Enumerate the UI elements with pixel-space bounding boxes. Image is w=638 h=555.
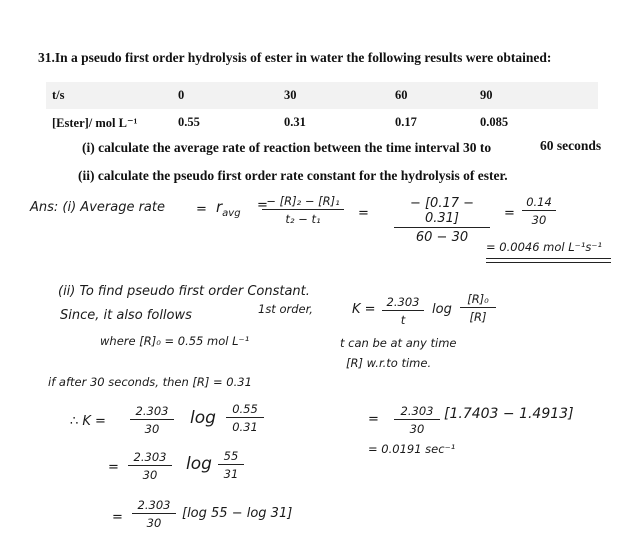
step3-log-difference: [log 55 − log 31] bbox=[182, 506, 293, 521]
fraction-denominator: 30 bbox=[409, 422, 425, 436]
step2-log: log bbox=[186, 454, 212, 474]
question-part-i: (i) calculate the average rate of reaction between the time interval 30 to bbox=[82, 140, 492, 155]
step2-ratio bbox=[218, 449, 244, 481]
cell-ester-3: 0.085 bbox=[480, 109, 598, 136]
rate-constant-result: = 0.0191 sec⁻¹ bbox=[368, 442, 456, 456]
average-rate-result: = 0.0046 mol L⁻¹s⁻¹ bbox=[486, 240, 603, 254]
fraction-numerator: 2.303 bbox=[128, 450, 172, 466]
fraction-denominator: 30 bbox=[142, 468, 158, 482]
table-row bbox=[46, 82, 598, 109]
log-values-bracket: [1.7403 − 1.4913] bbox=[444, 406, 574, 422]
cell-ester-0: 0.55 bbox=[172, 109, 278, 136]
fraction-denominator: 30 bbox=[531, 213, 547, 227]
fraction-numerator: 55 bbox=[218, 449, 244, 465]
rate-formula-fraction bbox=[262, 194, 344, 226]
fraction-numerator: 2.303 bbox=[130, 404, 174, 420]
cell-time-1: 30 bbox=[278, 82, 389, 109]
equals: = bbox=[112, 510, 123, 525]
concentration-note: [R] w.r.to time. bbox=[346, 356, 432, 370]
fraction-numerator: 2.303 bbox=[382, 295, 424, 311]
fraction-denominator: [R] bbox=[469, 310, 487, 324]
cell-time-3: 90 bbox=[480, 82, 598, 109]
fraction-numerator: 2.303 bbox=[394, 404, 440, 420]
fraction-denominator: t₂ − t₁ bbox=[285, 212, 321, 226]
cell-time-0: 0 bbox=[172, 82, 278, 109]
fraction-numerator: − [0.17 − 0.31] bbox=[394, 196, 490, 228]
concentration-ratio bbox=[460, 292, 496, 324]
fraction-denominator: 30 bbox=[146, 516, 162, 530]
fraction-denominator: t bbox=[400, 313, 406, 327]
answer-label: Ans: (i) Average rate bbox=[30, 200, 165, 215]
fraction-denominator: 0.31 bbox=[232, 420, 258, 434]
fraction-denominator: 31 bbox=[223, 467, 239, 481]
table-row bbox=[46, 109, 598, 136]
step1-ratio bbox=[226, 402, 264, 434]
fraction-numerator: 0.14 bbox=[522, 195, 556, 211]
time-note: t can be at any time bbox=[340, 336, 457, 350]
data-table bbox=[46, 82, 598, 136]
equals: = bbox=[368, 412, 379, 427]
fraction-numerator: [R]₀ bbox=[460, 292, 496, 308]
rate-constant-coefficient bbox=[382, 295, 424, 327]
equals: = bbox=[108, 460, 119, 475]
step1-log: log bbox=[190, 408, 216, 428]
question-part-i-tail: 60 seconds bbox=[540, 138, 602, 153]
equals: = bbox=[504, 206, 515, 221]
fraction-denominator: 30 bbox=[144, 422, 160, 436]
question-part-ii: (ii) calculate the pseudo first order rate constant for the hydrolysis of ester. bbox=[78, 168, 508, 183]
cell-ester-1: 0.31 bbox=[278, 109, 389, 136]
result-coefficient bbox=[394, 404, 440, 436]
rate-sub: avg bbox=[222, 208, 241, 219]
fraction-numerator: 0.55 bbox=[226, 402, 264, 418]
after-30-seconds: if after 30 seconds, then [R] = 0.31 bbox=[48, 375, 252, 389]
step2-coefficient bbox=[128, 450, 172, 482]
result-fraction bbox=[522, 195, 556, 227]
part-ii-since: Since, it also follows bbox=[60, 308, 192, 323]
log-label: log bbox=[432, 302, 452, 317]
equals: = bbox=[358, 206, 369, 221]
rate-symbol bbox=[216, 198, 241, 219]
result-underline bbox=[486, 262, 611, 263]
substitution-fraction bbox=[394, 196, 490, 245]
row-header-ester: [Ester]/ mol L⁻¹ bbox=[46, 109, 172, 136]
cell-ester-2: 0.17 bbox=[389, 109, 480, 136]
rate-constant-lhs: K = bbox=[352, 302, 376, 317]
part-ii-title: (ii) To find pseudo first order Constant. bbox=[58, 284, 310, 299]
fraction-numerator: − [R]₂ − [R]₁ bbox=[262, 194, 344, 210]
initial-concentration: where [R]₀ = 0.55 mol L⁻¹ bbox=[100, 334, 250, 348]
fraction-denominator: 60 − 30 bbox=[415, 230, 469, 245]
therefore-k: ∴ K = bbox=[70, 414, 106, 429]
row-header-time: t/s bbox=[46, 82, 172, 109]
step1-coefficient bbox=[130, 404, 174, 436]
part-ii-first-order: 1st order, bbox=[258, 302, 313, 316]
rate-r: r bbox=[216, 198, 223, 216]
result-underline bbox=[486, 258, 611, 259]
fraction-numerator: 2.303 bbox=[132, 498, 176, 514]
cell-time-2: 60 bbox=[389, 82, 480, 109]
question-heading: 31.In a pseudo first order hydrolysis of ester in water the following results were obtained: bbox=[38, 50, 552, 65]
step3-coefficient bbox=[132, 498, 176, 530]
equals: = bbox=[257, 198, 268, 213]
equals: = bbox=[196, 202, 207, 217]
